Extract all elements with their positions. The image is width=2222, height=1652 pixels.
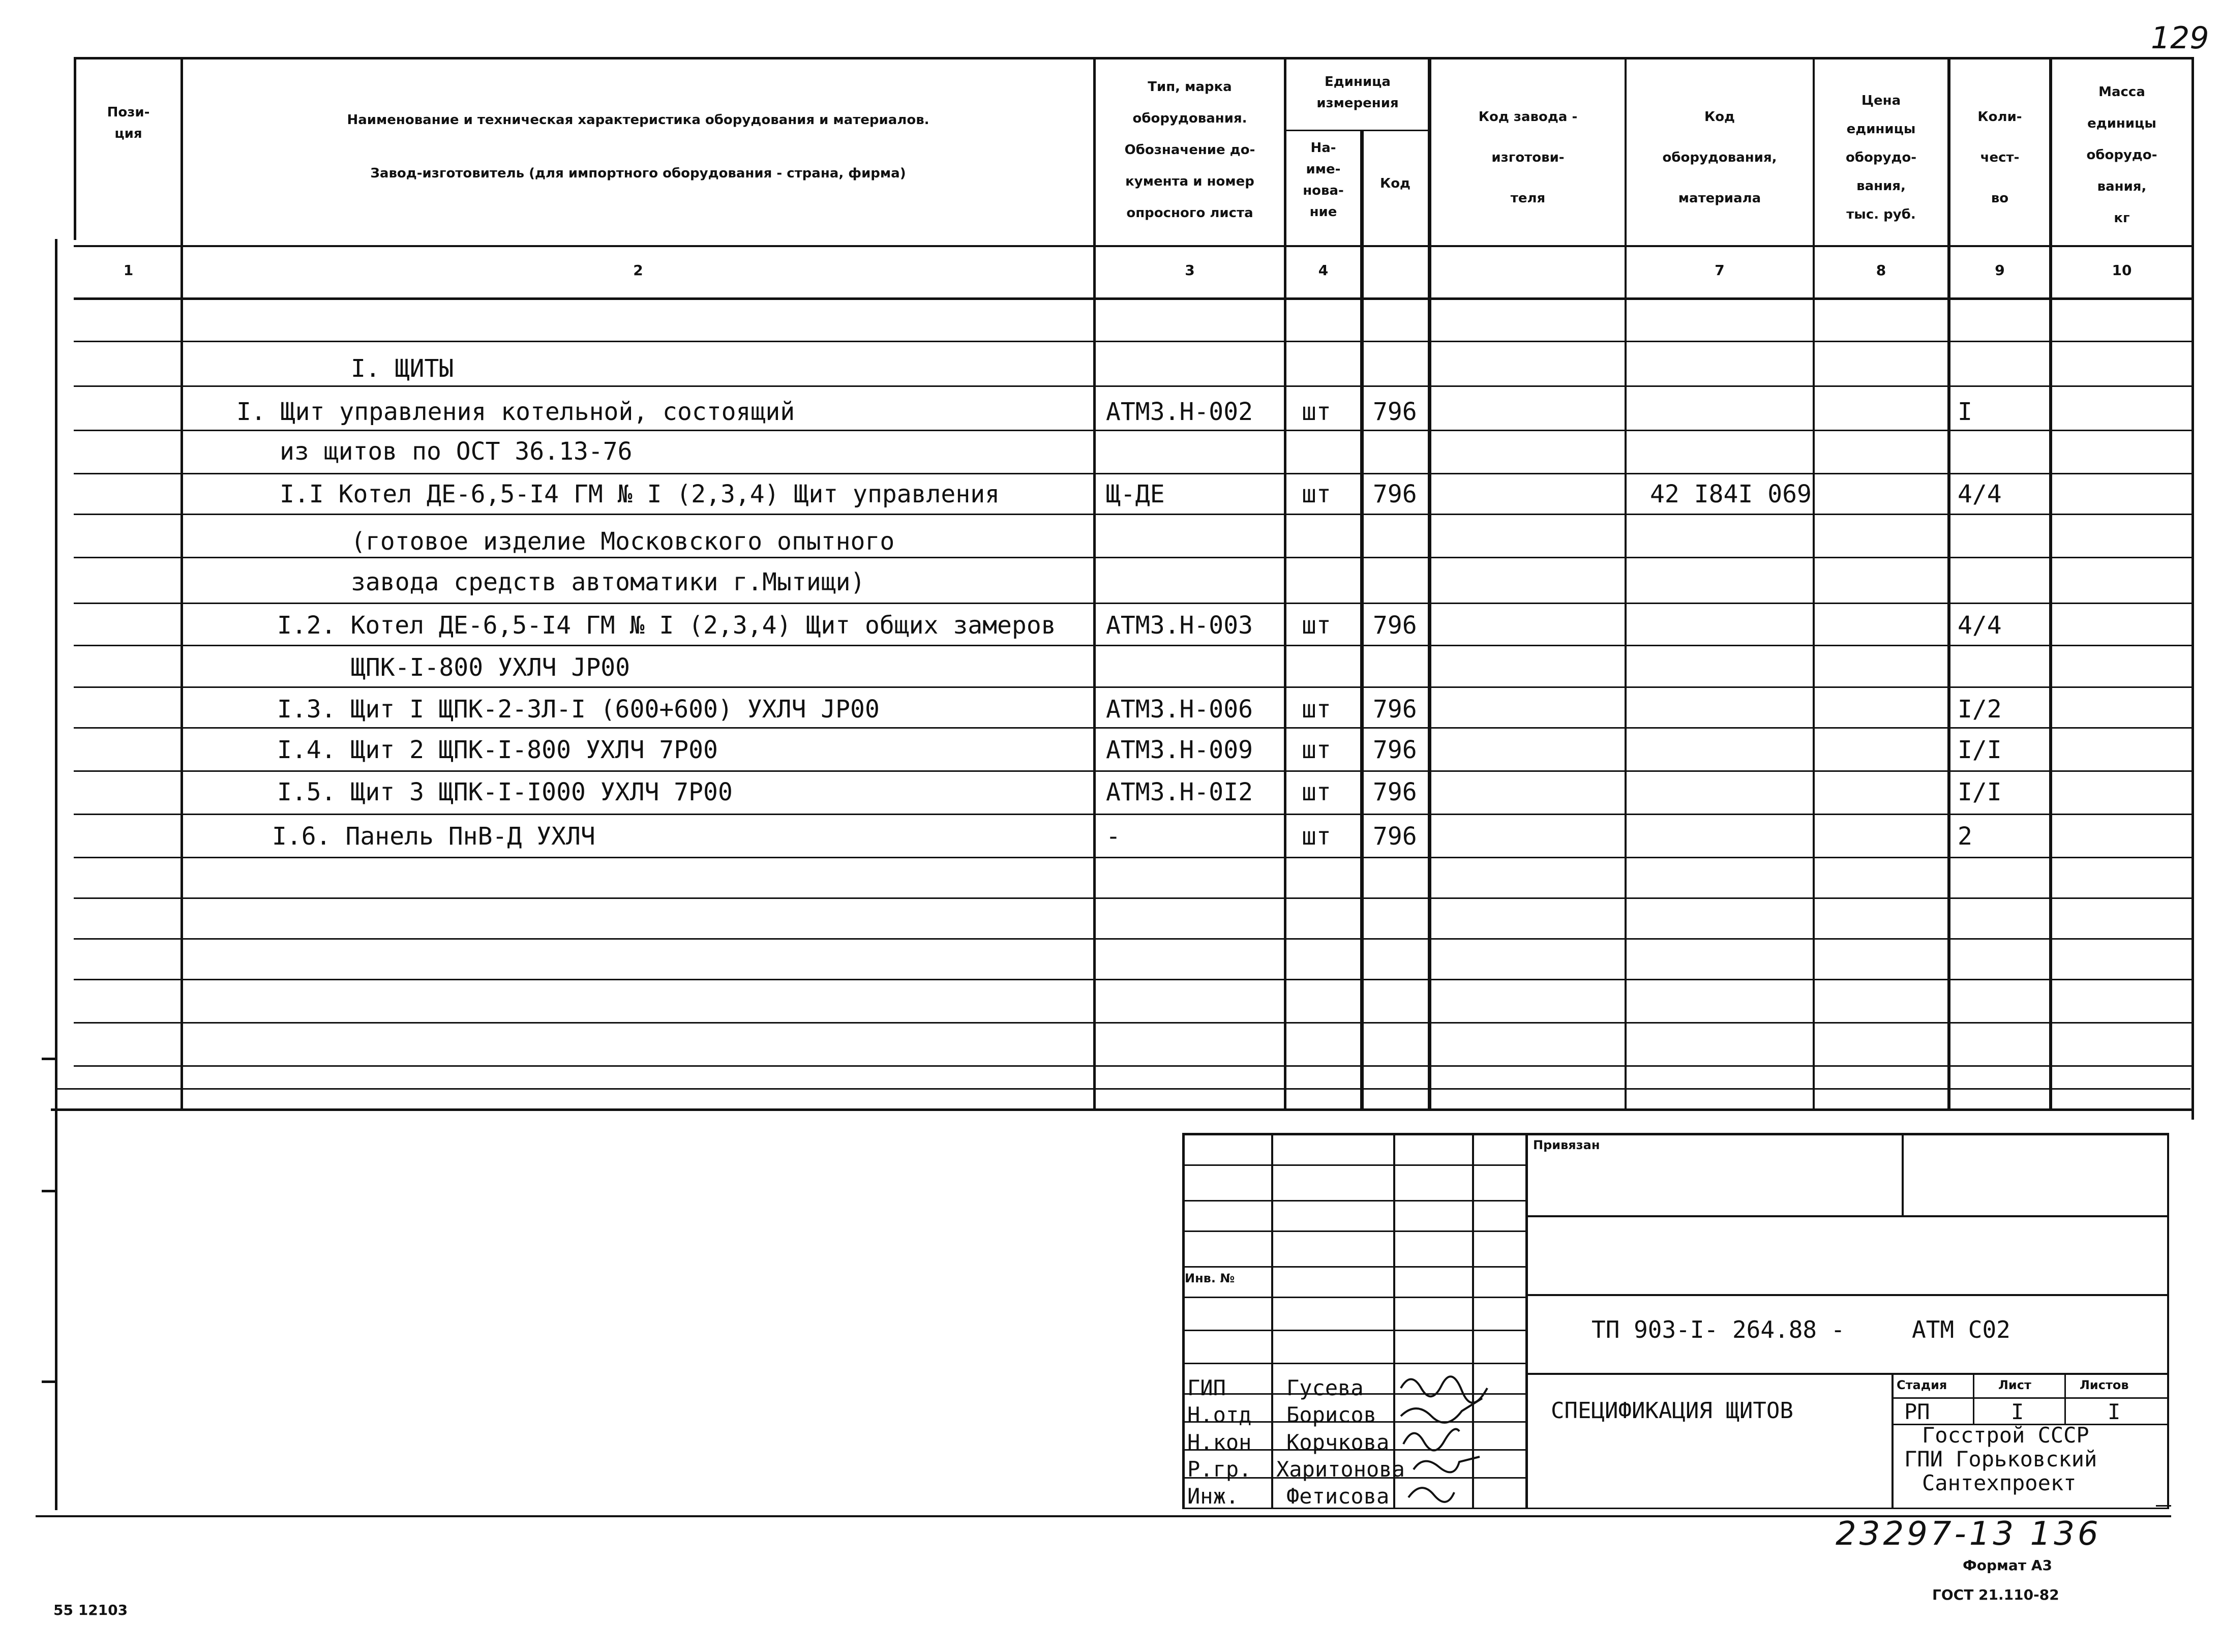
header-price: Цена единицы оборудо- вания, тыс. руб.	[1845, 93, 1917, 222]
sheets-value: I	[2108, 1399, 2121, 1424]
sheets-label: Листов	[2080, 1378, 2129, 1392]
item-unit-code: 796	[1373, 611, 1417, 640]
header-factory-code: Код завода - изготови- теля	[1478, 109, 1578, 206]
item-quantity: I/I	[1958, 736, 2002, 764]
col-number-2: 2	[633, 262, 643, 279]
col-number-7: 7	[1715, 262, 1725, 279]
item-name-cont: завода средств автоматики г.Мытищи)	[351, 568, 865, 596]
signer-name: Гусева	[1286, 1375, 1364, 1400]
signer-name: Борисов	[1286, 1402, 1377, 1427]
inventory-number-label: Инв. №	[1185, 1271, 1235, 1285]
signer-role: ГИП	[1187, 1375, 1226, 1400]
item-unit-code: 796	[1373, 822, 1417, 851]
signatures	[1393, 1368, 1515, 1510]
signer-role: Инж.	[1187, 1484, 1239, 1509]
sheet-value: I	[2011, 1399, 2024, 1424]
item-name: I.2. Котел ДЕ-6,5-I4 ГМ № I (2,3,4) Щит общих замеров	[277, 611, 1056, 640]
item-type: АТМЗ.Н-002	[1106, 398, 1253, 426]
item-name-cont: (готовое изделие Московского опытного	[351, 527, 895, 556]
organization-line1: Госстрой СССР	[1922, 1423, 2089, 1448]
col-number-1: 1	[123, 262, 134, 279]
item-quantity: 4/4	[1958, 611, 2002, 640]
item-type: АТМЗ.Н-0I2	[1106, 778, 1253, 806]
item-name: I.3. Щит I ЩПК-2-ЗЛ-I (600+600) УХЛЧ ЈР00	[277, 695, 880, 724]
item-unit-code: 796	[1373, 480, 1417, 508]
privyazan-label: Привязан	[1533, 1138, 1600, 1152]
item-unit: шт	[1302, 822, 1331, 851]
item-unit: шт	[1302, 778, 1331, 806]
header-name-line1: Наименование и техническая характеристика оборудования и материалов.	[347, 112, 929, 128]
item-name: I. Щит управления котельной, состоящий	[236, 398, 795, 426]
item-name: I.5. Щит 3 ЩПК-I-I000 УХЛЧ 7Р00	[277, 778, 733, 806]
header-type: Тип, марка оборудования. Обозначение до- кумента и номер опросного листа	[1124, 79, 1255, 221]
document-mark: АТМ С02	[1912, 1316, 2010, 1343]
section-title: I. ЩИТЫ	[351, 354, 454, 383]
item-type: Щ-ДЕ	[1106, 480, 1165, 508]
document-code: ТП 903-I- 264.88 -	[1592, 1316, 1845, 1343]
header-unit-group: Единица измерения	[1316, 74, 1399, 111]
header-unit-code: Код	[1379, 176, 1411, 191]
item-unit: шт	[1302, 695, 1331, 724]
stamp-code: 55 12103	[53, 1602, 128, 1618]
stage-value: РП	[1904, 1399, 1930, 1424]
item-quantity: I/I	[1958, 778, 2002, 806]
format-label: Формат А3	[1963, 1557, 2052, 1574]
header-mass: Масса единицы оборудо- вания, кг	[2086, 84, 2157, 226]
item-name-cont: из щитов по ОСТ 36.13-76	[280, 437, 633, 466]
item-quantity: 4/4	[1958, 480, 2002, 508]
item-name: I.I Котел ДЕ-6,5-I4 ГМ № I (2,3,4) Щит управления	[280, 480, 1000, 508]
item-quantity: 2	[1958, 822, 1972, 851]
gost-label: ГОСТ 21.110-82	[1932, 1586, 2059, 1603]
item-name-cont: ЩПК-I-800 УХЛЧ ЈР00	[351, 653, 630, 682]
signer-role: Н.отд	[1187, 1402, 1252, 1427]
item-unit: шт	[1302, 736, 1331, 764]
item-type: АТМЗ.Н-003	[1106, 611, 1253, 640]
document-title: СПЕЦИФИКАЦИЯ ЩИТОВ	[1551, 1398, 1793, 1424]
item-name: I.4. Щит 2 ЩПК-I-800 УХЛЧ 7Р00	[277, 736, 718, 764]
col-number-8: 8	[1876, 262, 1886, 279]
item-quantity: I	[1958, 398, 1972, 426]
item-quantity: I/2	[1958, 695, 2002, 724]
signer-role: Н.кон	[1187, 1430, 1252, 1455]
signer-name: Фетисова	[1286, 1484, 1390, 1509]
col-number-3: 3	[1185, 262, 1195, 279]
header-quantity: Коли- чест- во	[1977, 109, 2022, 206]
organization-line2: ГПИ Горьковский	[1904, 1447, 2097, 1471]
header-position: Пози- ция	[107, 105, 150, 141]
header-material-code: Код оборудования, материала	[1662, 109, 1777, 206]
item-unit-code: 796	[1373, 398, 1417, 426]
stage-label: Стадия	[1897, 1378, 1947, 1392]
signer-name: Корчкова	[1286, 1430, 1390, 1455]
item-unit: шт	[1302, 398, 1331, 426]
col-number-4: 4	[1318, 262, 1329, 279]
item-unit: шт	[1302, 480, 1331, 508]
item-unit-code: 796	[1373, 778, 1417, 806]
item-type: -	[1106, 822, 1121, 851]
item-unit-code: 796	[1373, 695, 1417, 724]
organization-line3: Сантехпроект	[1922, 1470, 2077, 1495]
item-type: АТМЗ.Н-009	[1106, 736, 1253, 764]
header-name-line2: Завод-изготовитель (для импортного оборудования - страна, фирма)	[370, 166, 906, 181]
col-number-10: 10	[2112, 262, 2132, 279]
col-number-9: 9	[1995, 262, 2005, 279]
item-type: АТМЗ.Н-006	[1106, 695, 1253, 724]
signer-name: Харитонова	[1276, 1457, 1405, 1482]
item-unit: шт	[1302, 611, 1331, 640]
header-unit-name: На- име- нова- ние	[1303, 140, 1344, 220]
page-number: 129	[2151, 20, 2209, 56]
sheet-label: Лист	[1998, 1378, 2031, 1392]
archive-number: 23297-13 136	[1836, 1515, 2101, 1553]
item-unit-code: 796	[1373, 736, 1417, 764]
item-name: I.6. Панель ПнВ-Д УХЛЧ	[272, 822, 595, 851]
signer-role: Р.гр.	[1187, 1457, 1252, 1482]
item-material-code: 42 I84I 069	[1650, 480, 1812, 508]
